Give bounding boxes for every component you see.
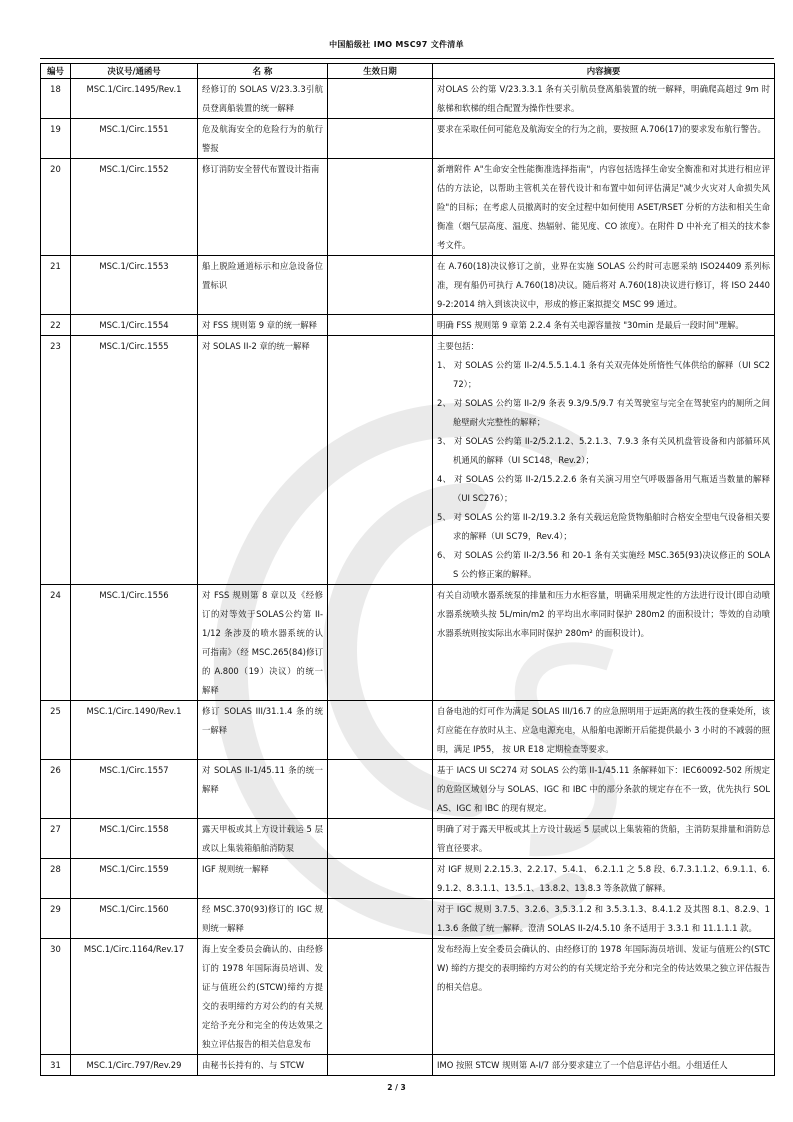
row-effective-date (328, 159, 433, 256)
row-code: MSC.1/Circ.797/Rev.29 (71, 1055, 198, 1076)
row-summary: 要求在采取任何可能危及航海安全的行为之前，要按照 A.706(17)的要求发布航行警告。 (433, 119, 775, 159)
row-number: 28 (41, 859, 71, 899)
table-row (41, 939, 775, 1055)
row-name: 经 MSC.370(93)修订的 IGC 规则统一解释 (198, 899, 328, 939)
row-effective-date (328, 701, 433, 760)
row-effective-date (328, 119, 433, 159)
row-number: 18 (41, 79, 71, 119)
table-row (41, 859, 775, 899)
row-name: 危及航海安全的危险行为的航行警报 (198, 119, 328, 159)
row-name: IGF 规则统一解释 (198, 859, 328, 899)
table-row (41, 760, 775, 819)
table-row (41, 1055, 775, 1076)
row-effective-date (328, 859, 433, 899)
table-row (41, 79, 775, 119)
column-header-name: 名 称 (198, 64, 328, 79)
summary-list-item: 6、 对 SOLAS 公约第 II-2/3.56 和 20-1 条有关实施经 MSC.365(93)决议修正的 SOLAS 公约修正案的解释。 (437, 550, 770, 579)
row-summary: 明确了对于露天甲板或其上方设计载运 5 层或以上集装箱的货船，主消防泵排量和消防总管直径要求。 (433, 819, 775, 859)
row-effective-date (328, 336, 433, 585)
summary-list-item: 1、 对 SOLAS 公约第 II-2/4.5.5.1.4.1 条有关双壳体处所惰性气体供给的解释（UI SC272）； (437, 360, 770, 389)
row-number: 26 (41, 760, 71, 819)
row-name: 修订 SOLAS III/31.1.4 条的统一解释 (198, 701, 328, 760)
row-number: 22 (41, 315, 71, 336)
row-summary: 有关自动喷水器系统泵的排量和压力水柜容量，明确采用规定性的方法进行设计(即自动喷水器系统喷头按 5L/min/m2 的平均出水率同时保护 280m2 的面积设计；等效的自动喷水器系统则按实际出水率同时保护 280m² 的面积设计)。 (433, 585, 775, 701)
row-number: 19 (41, 119, 71, 159)
table-row (41, 819, 775, 859)
table-header-row (41, 64, 775, 79)
row-effective-date (328, 760, 433, 819)
row-number: 24 (41, 585, 71, 701)
summary-intro: 主要包括： (437, 341, 479, 351)
row-summary: 对于 IGC 规则 3.7.5、3.2.6、3.5.3.1.2 和 3.5.3.1.3、8.4.1.2 及其图 8.1、8.2.9、11.3.6 条做了统一解释。澄清 SOLAS II-2/4.5.10 条不适用于 3.3.1 和 11.1.1.1 款。 (433, 899, 775, 939)
row-effective-date (328, 1055, 433, 1076)
row-effective-date (328, 256, 433, 315)
table-row (41, 585, 775, 701)
row-name: 露天甲板或其上方设计载运 5 层或以上集装箱船舶消防泵 (198, 819, 328, 859)
row-code: MSC.1/Circ.1495/Rev.1 (71, 79, 198, 119)
row-summary: 基于 IACS UI SC274 对 SOLAS 公约第 II-1/45.11 条解释如下：IEC60092-502 所规定的危险区域划分与 SOLAS、IGC 和 IBC 中的部分条款的规定存在不一致，优先执行 SOLAS、IGC 和 IBC 的现有规定。 (433, 760, 775, 819)
table-row (41, 336, 775, 585)
row-name: 经修订的 SOLAS V/23.3.3引航员登离船装置的统一解释 (198, 79, 328, 119)
row-summary: 明确 FSS 规则第 9 章第 2.2.4 条有关电源容量按 "30min 是最后一段时间"理解。 (433, 315, 775, 336)
header-rule (40, 58, 774, 59)
table-row (41, 315, 775, 336)
row-number: 20 (41, 159, 71, 256)
table-row (41, 256, 775, 315)
summary-list-item: 5、 对 SOLAS 公约第 II-2/19.3.2 条有关载运危险货物船舶时合格安全型电气设备相关要求的解释（UI SC79，Rev.4）； (437, 512, 770, 541)
row-number: 31 (41, 1055, 71, 1076)
row-summary: 新增附件 A"生命安全性能衡准选择指南"，内容包括选择生命安全衡准和对其进行相应评估的方法论，以帮助主管机关在替代设计和布置中如何评估满足"减少火灾对人命损失风险"的目标；在考虑人员撤离时的安全过程中如何使用 ASET/RSET 分析的方法和相关生命衡准（烟气层高度、温度、热辐射、能见度、CO 浓度）。在附件 D 中补充了相关的技术参考文件。 (433, 159, 775, 256)
row-summary: 对 IGF 规则 2.2.15.3、2.2.17、5.4.1、 6.2.1.1 之 5.8 段、6.7.3.1.1.2、6.9.1.1、6.9.1.2、8.3.1.1、13.5.1、13.8.2、13.8.3 等条款做了解释。 (433, 859, 775, 899)
row-code: MSC.1/Circ.1553 (71, 256, 198, 315)
page-title: 中国船级社 IMO MSC97 文件清单 (329, 40, 464, 49)
table-row (41, 119, 775, 159)
row-code: MSC.1/Circ.1490/Rev.1 (71, 701, 198, 760)
row-code: MSC.1/Circ.1552 (71, 159, 198, 256)
row-code: MSC.1/Circ.1551 (71, 119, 198, 159)
row-number: 23 (41, 336, 71, 585)
row-code: MSC.1/Circ.1558 (71, 819, 198, 859)
row-summary: IMO 按照 STCW 规则第 A-I/7 部分要求建立了一个信息评估小组。小组适任人 (433, 1055, 775, 1076)
row-name: 对 SOLAS II-2 章的统一解释 (198, 336, 328, 585)
row-effective-date (328, 939, 433, 1055)
row-summary: 在 A.760(18)决议修订之前，业界在实施 SOLAS 公约时可志愿采纳 ISO24409 系列标准，现有船仍可执行 A.760(18)决议。随后将对 A.760(18)决议进行修订，将 ISO 24409-2:2014 纳入到该决议中，形成的修正案拟提交 MSC 99 通过。 (433, 256, 775, 315)
row-number: 27 (41, 819, 71, 859)
row-code: MSC.1/Circ.1556 (71, 585, 198, 701)
summary-list-item: 4、 对 SOLAS 公约第 II-2/15.2.2.6 条有关演习用空气呼吸器备用气瓶适当数量的解释（UI SC276）； (437, 474, 770, 503)
row-summary: 自备电池的灯可作为满足 SOLAS III/16.7 的应急照明用于远距离的救生筏的登乘处所，该灯应能在存放时从主、应急电源充电，从船舶电源断开后能提供最小 3 小时的不减弱的照明，满足 IP55， 按 UR E18 定期检查等要求。 (433, 701, 775, 760)
row-summary: 发布经海上安全委员会确认的、由经修订的 1978 年国际海员培训、发证与值班公约(STCW) 缔约方提交的表明缔约方对公约的有关规定给予充分和完全的传达效果之独立评估报告的相关信息。 (433, 939, 775, 1055)
row-name: 船上脱险通道标示和应急设备位置标识 (198, 256, 328, 315)
document-table (40, 63, 775, 1076)
table-row (41, 159, 775, 256)
row-name: 对 SOLAS II-1/45.11 条的统一解释 (198, 760, 328, 819)
row-summary: 对OLAS 公约第 V/23.3.3.1 条有关引航员登离船装置的统一解释，明确爬高超过 9m 时舷梯和软梯的组合配置为操作性要求。 (433, 79, 775, 119)
row-effective-date (328, 899, 433, 939)
row-number: 21 (41, 256, 71, 315)
page-number: 2 / 3 (387, 1083, 406, 1092)
row-code: MSC.1/Circ.1560 (71, 899, 198, 939)
row-effective-date (328, 315, 433, 336)
row-name: 由秘书长持有的、与 STCW (198, 1055, 328, 1076)
row-summary (433, 336, 775, 585)
row-name: 修订消防安全替代布置设计指南 (198, 159, 328, 256)
column-header-code: 决议号/通函号 (71, 64, 198, 79)
column-header-summary: 内容摘要 (433, 64, 775, 79)
column-header-number: 编号 (41, 64, 71, 79)
summary-list-item: 3、 对 SOLAS 公约第 II-2/5.2.1.2、5.2.1.3、7.9.3 条有关风机盘管设备和内部循环风机通风的解释（UI SC148，Rev.2）； (437, 436, 770, 465)
row-code: MSC.1/Circ.1559 (71, 859, 198, 899)
row-number: 30 (41, 939, 71, 1055)
row-code: MSC.1/Circ.1555 (71, 336, 198, 585)
summary-list-item: 2、 对 SOLAS 公约第 II-2/9 条表 9.3/9.5/9.7 有关驾驶室与完全在驾驶室内的厕所之间舱壁耐火完整性的解释； (437, 398, 770, 427)
row-code: MSC.1/Circ.1164/Rev.17 (71, 939, 198, 1055)
row-name: 海上安全委员会确认的、由经修订的 1978 年国际海员培训、发证与值班公约(STCW)缔约方提交的表明缔约方对公约的有关规定给予充分和完全的传达效果之独立评估报告的相关信息发布 (198, 939, 328, 1055)
row-name: 对 FSS 规则第 8 章以及《经修订的对等效于SOLAS公约第 II-1/12 条涉及的喷水器系统的认可指南》（经 MSC.265(84)修订的 A.800（19）决议）的统一解释 (198, 585, 328, 701)
table-row (41, 899, 775, 939)
row-code: MSC.1/Circ.1557 (71, 760, 198, 819)
row-effective-date (328, 79, 433, 119)
row-effective-date (328, 819, 433, 859)
column-header-effective-date: 生效日期 (328, 64, 433, 79)
row-effective-date (328, 585, 433, 701)
row-name: 对 FSS 规则第 9 章的统一解释 (198, 315, 328, 336)
row-number: 29 (41, 899, 71, 939)
row-number: 25 (41, 701, 71, 760)
row-code: MSC.1/Circ.1554 (71, 315, 198, 336)
table-row (41, 701, 775, 760)
